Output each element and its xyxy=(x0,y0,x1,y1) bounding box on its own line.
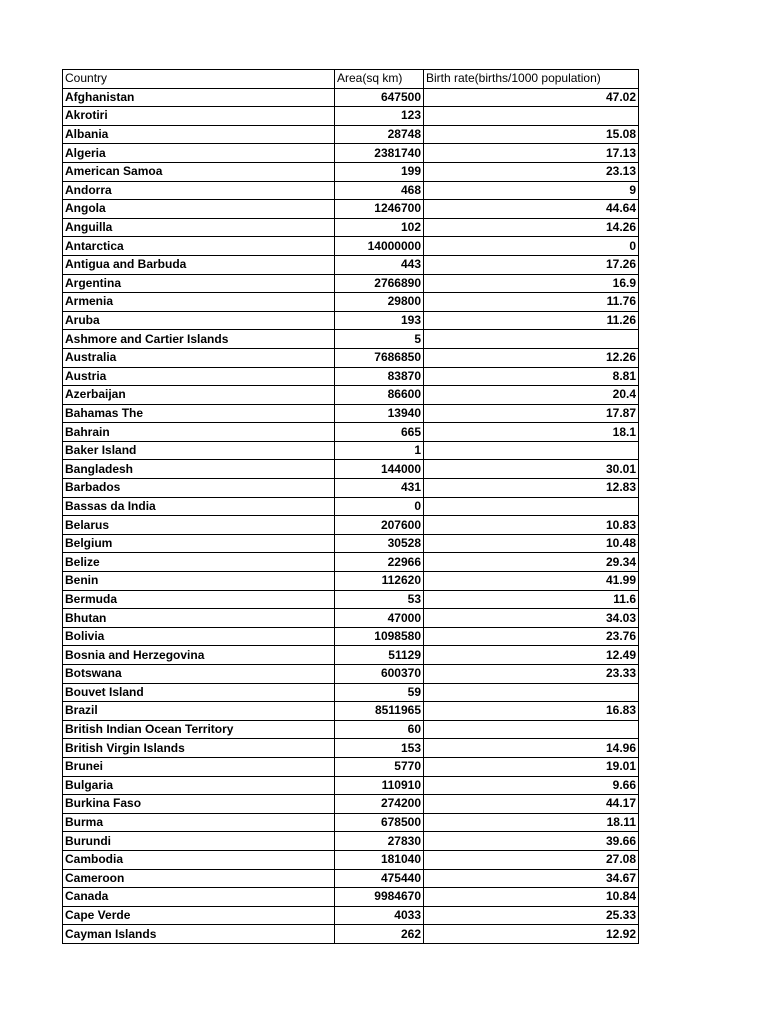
table-row xyxy=(63,255,639,274)
area-cell: 123 xyxy=(335,107,424,126)
country-cell: Bahrain xyxy=(63,423,335,442)
table-body xyxy=(63,70,639,944)
country-cell: Bangladesh xyxy=(63,460,335,479)
area-cell: 86600 xyxy=(335,386,424,405)
country-cell: Brunei xyxy=(63,757,335,776)
table-row xyxy=(63,460,639,479)
birth-rate-cell: 11.26 xyxy=(424,311,639,330)
country-cell: Azerbaijan xyxy=(63,386,335,405)
area-cell: 53 xyxy=(335,590,424,609)
table-row xyxy=(63,813,639,832)
country-cell: American Samoa xyxy=(63,162,335,181)
table-row xyxy=(63,739,639,758)
table-row xyxy=(63,497,639,516)
country-cell: Bosnia and Herzegovina xyxy=(63,646,335,665)
table-row xyxy=(63,627,639,646)
table-row xyxy=(63,646,639,665)
country-cell: Antarctica xyxy=(63,237,335,256)
country-cell: Bouvet Island xyxy=(63,683,335,702)
area-cell: 51129 xyxy=(335,646,424,665)
area-cell: 83870 xyxy=(335,367,424,386)
birth-rate-cell: 11.6 xyxy=(424,590,639,609)
area-cell: 2766890 xyxy=(335,274,424,293)
birth-rate-cell: 19.01 xyxy=(424,757,639,776)
table-row xyxy=(63,553,639,572)
country-cell: Australia xyxy=(63,348,335,367)
table-row xyxy=(63,200,639,219)
birth-rate-cell: 17.26 xyxy=(424,255,639,274)
birth-rate-cell: 47.02 xyxy=(424,88,639,107)
area-cell: 443 xyxy=(335,255,424,274)
area-cell: 4033 xyxy=(335,906,424,925)
country-cell: Burma xyxy=(63,813,335,832)
birth-rate-cell: 12.83 xyxy=(424,479,639,498)
table-row xyxy=(63,534,639,553)
area-cell: 207600 xyxy=(335,516,424,535)
country-cell: Bolivia xyxy=(63,627,335,646)
birth-rate-cell: 23.76 xyxy=(424,627,639,646)
area-cell: 29800 xyxy=(335,293,424,312)
table-row xyxy=(63,423,639,442)
birth-rate-cell: 25.33 xyxy=(424,906,639,925)
table-row xyxy=(63,348,639,367)
country-cell: Cayman Islands xyxy=(63,925,335,944)
country-cell: Algeria xyxy=(63,144,335,163)
birth-rate-cell: 10.83 xyxy=(424,516,639,535)
area-cell: 181040 xyxy=(335,850,424,869)
area-cell: 2381740 xyxy=(335,144,424,163)
birth-rate-cell: 14.96 xyxy=(424,739,639,758)
area-cell: 110910 xyxy=(335,776,424,795)
area-cell: 1098580 xyxy=(335,627,424,646)
birth-rate-cell: 41.99 xyxy=(424,572,639,591)
country-cell: Cape Verde xyxy=(63,906,335,925)
area-cell: 600370 xyxy=(335,665,424,684)
birth-rate-cell xyxy=(424,330,639,349)
area-cell: 1246700 xyxy=(335,200,424,219)
birth-rate-cell: 12.26 xyxy=(424,348,639,367)
table-row xyxy=(63,795,639,814)
birth-rate-cell: 12.92 xyxy=(424,925,639,944)
birth-rate-cell: 17.13 xyxy=(424,144,639,163)
country-cell: Belgium xyxy=(63,534,335,553)
table-row xyxy=(63,274,639,293)
birth-rate-cell xyxy=(424,107,639,126)
country-cell: Armenia xyxy=(63,293,335,312)
birth-rate-cell: 29.34 xyxy=(424,553,639,572)
header-area: Area(sq km) xyxy=(335,70,424,89)
area-cell: 102 xyxy=(335,218,424,237)
birth-rate-cell: 34.67 xyxy=(424,869,639,888)
birth-rate-cell: 10.84 xyxy=(424,888,639,907)
table-row xyxy=(63,367,639,386)
area-cell: 1 xyxy=(335,441,424,460)
birth-rate-cell: 44.64 xyxy=(424,200,639,219)
data-table xyxy=(62,69,639,944)
table-row xyxy=(63,702,639,721)
birth-rate-cell: 9 xyxy=(424,181,639,200)
area-cell: 678500 xyxy=(335,813,424,832)
table-header-row xyxy=(63,70,639,89)
country-cell: Cameroon xyxy=(63,869,335,888)
area-cell: 475440 xyxy=(335,869,424,888)
table-row xyxy=(63,330,639,349)
area-cell: 665 xyxy=(335,423,424,442)
table-row xyxy=(63,888,639,907)
area-cell: 28748 xyxy=(335,125,424,144)
table-row xyxy=(63,776,639,795)
country-cell: Argentina xyxy=(63,274,335,293)
area-cell: 13940 xyxy=(335,404,424,423)
table-row xyxy=(63,144,639,163)
area-cell: 59 xyxy=(335,683,424,702)
birth-rate-cell xyxy=(424,720,639,739)
table-row xyxy=(63,665,639,684)
country-cell: Barbados xyxy=(63,479,335,498)
table-row xyxy=(63,757,639,776)
area-cell: 0 xyxy=(335,497,424,516)
table-row xyxy=(63,404,639,423)
table-row xyxy=(63,107,639,126)
birth-rate-cell: 18.11 xyxy=(424,813,639,832)
table-row xyxy=(63,832,639,851)
birth-rate-cell xyxy=(424,497,639,516)
birth-rate-cell: 27.08 xyxy=(424,850,639,869)
country-cell: Bermuda xyxy=(63,590,335,609)
birth-rate-cell: 34.03 xyxy=(424,609,639,628)
country-cell: British Virgin Islands xyxy=(63,739,335,758)
country-cell: Burundi xyxy=(63,832,335,851)
birth-rate-cell: 12.49 xyxy=(424,646,639,665)
birth-rate-cell: 11.76 xyxy=(424,293,639,312)
birth-rate-cell: 39.66 xyxy=(424,832,639,851)
birth-rate-cell: 23.33 xyxy=(424,665,639,684)
area-cell: 8511965 xyxy=(335,702,424,721)
country-cell: Austria xyxy=(63,367,335,386)
country-cell: Ashmore and Cartier Islands xyxy=(63,330,335,349)
country-cell: Benin xyxy=(63,572,335,591)
country-cell: Albania xyxy=(63,125,335,144)
table-row xyxy=(63,906,639,925)
country-cell: Afghanistan xyxy=(63,88,335,107)
table-row xyxy=(63,572,639,591)
country-cell: Cambodia xyxy=(63,850,335,869)
table-row xyxy=(63,683,639,702)
header-birth-rate: Birth rate(births/1000 population) xyxy=(424,70,639,89)
area-cell: 144000 xyxy=(335,460,424,479)
area-cell: 7686850 xyxy=(335,348,424,367)
area-cell: 431 xyxy=(335,479,424,498)
area-cell: 14000000 xyxy=(335,237,424,256)
birth-rate-cell: 14.26 xyxy=(424,218,639,237)
area-cell: 60 xyxy=(335,720,424,739)
country-cell: Bhutan xyxy=(63,609,335,628)
country-cell: Botswana xyxy=(63,665,335,684)
birth-rate-cell: 9.66 xyxy=(424,776,639,795)
country-cell: Andorra xyxy=(63,181,335,200)
area-cell: 193 xyxy=(335,311,424,330)
country-cell: Brazil xyxy=(63,702,335,721)
area-cell: 47000 xyxy=(335,609,424,628)
area-cell: 5 xyxy=(335,330,424,349)
birth-rate-cell: 15.08 xyxy=(424,125,639,144)
table-row xyxy=(63,516,639,535)
birth-rate-cell xyxy=(424,683,639,702)
area-cell: 9984670 xyxy=(335,888,424,907)
table-row xyxy=(63,479,639,498)
birth-rate-cell: 10.48 xyxy=(424,534,639,553)
table-row xyxy=(63,720,639,739)
birth-rate-cell: 17.87 xyxy=(424,404,639,423)
country-cell: Bassas da India xyxy=(63,497,335,516)
country-cell: Belize xyxy=(63,553,335,572)
birth-rate-cell: 30.01 xyxy=(424,460,639,479)
area-cell: 112620 xyxy=(335,572,424,591)
country-cell: British Indian Ocean Territory xyxy=(63,720,335,739)
table-row xyxy=(63,88,639,107)
table-row xyxy=(63,869,639,888)
area-cell: 22966 xyxy=(335,553,424,572)
table-row xyxy=(63,293,639,312)
table-row xyxy=(63,441,639,460)
area-cell: 5770 xyxy=(335,757,424,776)
area-cell: 262 xyxy=(335,925,424,944)
area-cell: 274200 xyxy=(335,795,424,814)
birth-rate-cell: 16.9 xyxy=(424,274,639,293)
table-row xyxy=(63,850,639,869)
birth-rate-cell: 20.4 xyxy=(424,386,639,405)
birth-rate-cell: 8.81 xyxy=(424,367,639,386)
birth-rate-cell: 0 xyxy=(424,237,639,256)
table-row xyxy=(63,311,639,330)
country-cell: Belarus xyxy=(63,516,335,535)
area-cell: 199 xyxy=(335,162,424,181)
country-cell: Bahamas The xyxy=(63,404,335,423)
header-country: Country xyxy=(63,70,335,89)
table-row xyxy=(63,181,639,200)
table-row xyxy=(63,237,639,256)
area-cell: 30528 xyxy=(335,534,424,553)
country-cell: Akrotiri xyxy=(63,107,335,126)
table-row xyxy=(63,162,639,181)
table-row xyxy=(63,609,639,628)
country-cell: Baker Island xyxy=(63,441,335,460)
country-cell: Angola xyxy=(63,200,335,219)
country-cell: Canada xyxy=(63,888,335,907)
table-row xyxy=(63,125,639,144)
table-row xyxy=(63,386,639,405)
birth-rate-cell: 44.17 xyxy=(424,795,639,814)
country-cell: Antigua and Barbuda xyxy=(63,255,335,274)
area-cell: 27830 xyxy=(335,832,424,851)
birth-rate-cell xyxy=(424,441,639,460)
birth-rate-cell: 16.83 xyxy=(424,702,639,721)
birth-rate-cell: 18.1 xyxy=(424,423,639,442)
table-row xyxy=(63,925,639,944)
area-cell: 647500 xyxy=(335,88,424,107)
area-cell: 468 xyxy=(335,181,424,200)
birth-rate-cell: 23.13 xyxy=(424,162,639,181)
country-cell: Aruba xyxy=(63,311,335,330)
country-cell: Burkina Faso xyxy=(63,795,335,814)
country-cell: Bulgaria xyxy=(63,776,335,795)
table-row xyxy=(63,218,639,237)
table-row xyxy=(63,590,639,609)
country-cell: Anguilla xyxy=(63,218,335,237)
area-cell: 153 xyxy=(335,739,424,758)
